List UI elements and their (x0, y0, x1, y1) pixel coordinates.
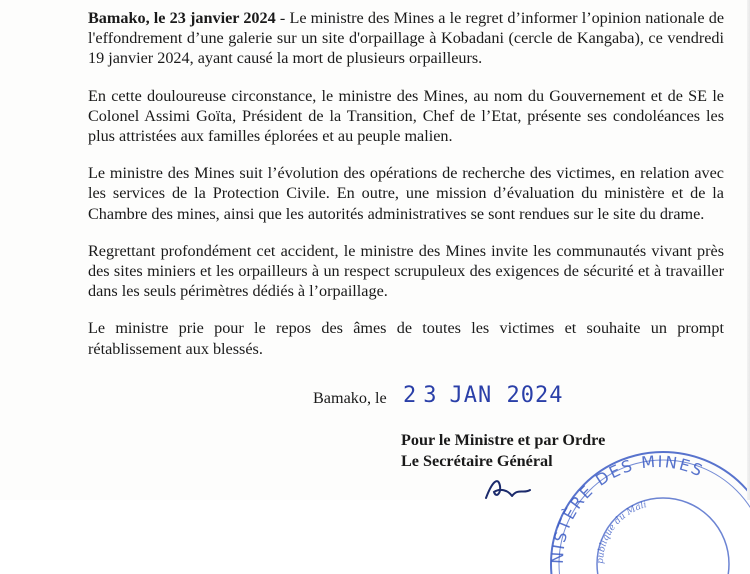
lead-dash: - (275, 9, 290, 27)
signature-line-1: Pour le Ministre et par Ordre (401, 431, 606, 449)
closing-dateline: Bamako, le (313, 389, 387, 407)
date-stamp (403, 383, 563, 408)
signature-line-2: Le Secrétaire Général (401, 452, 553, 470)
paragraph-2: En cette douloureuse circonstance, le ministre des Mines, au nom du Gouvernement et de SE le Colonel Assimi Goïta, Président de la Transition, Chef de l’Etat, présente ses condoléances les plus attristées aux familles éplorées et au peuple malien. (88, 86, 724, 146)
paragraph-1 (88, 8, 724, 69)
paragraph-1-text: Le ministre des Mines a le regret d’informer l’opinion nationale de l'effondrement d’une galerie sur un site d'orpaillage à Kobadani (cercle de Kangaba), ce vendredi 19 janvier 2024, ayant causé la mort de plusieurs orpailleurs. (88, 9, 725, 68)
date-stamp-day: 23 (403, 383, 444, 408)
paragraph-5: Le ministre prie pour le repos des âmes de toutes les victimes et souhaite un prompt rétablissement aux blessés. (88, 319, 724, 358)
paragraph-3: Le ministre des Mines suit l’évolution des opérations de recherche des victimes, en relation avec les services de la Protection Civile. En outre, une mission d’évaluation du ministère et de la Chambre des mines, ainsi que les autorités administratives se sont rendues sur le site du drame. (88, 164, 724, 223)
document-body (88, 8, 724, 376)
lead-date: Bamako, le 23 janvier 2024 (88, 9, 276, 27)
seal-inner-text: publique du Mali (595, 500, 648, 565)
handwritten-signature-icon (478, 468, 558, 500)
ministry-seal-icon (545, 414, 750, 574)
svg-text:publique du Mali (596, 500, 648, 564)
paragraph-4: Regrettant profondément cet accident, le ministre des Mines invite les communautés vivant près des sites miniers et les orpailleurs à un respect scrupuleux des exigences de sécurité et à travailler dans les seuls périmètres dédiés à l’orpaillage. (88, 241, 724, 301)
seal-outer-text: NISTÈRE DES MINES (547, 451, 707, 565)
date-stamp-month-year: JAN 2024 (449, 383, 564, 408)
